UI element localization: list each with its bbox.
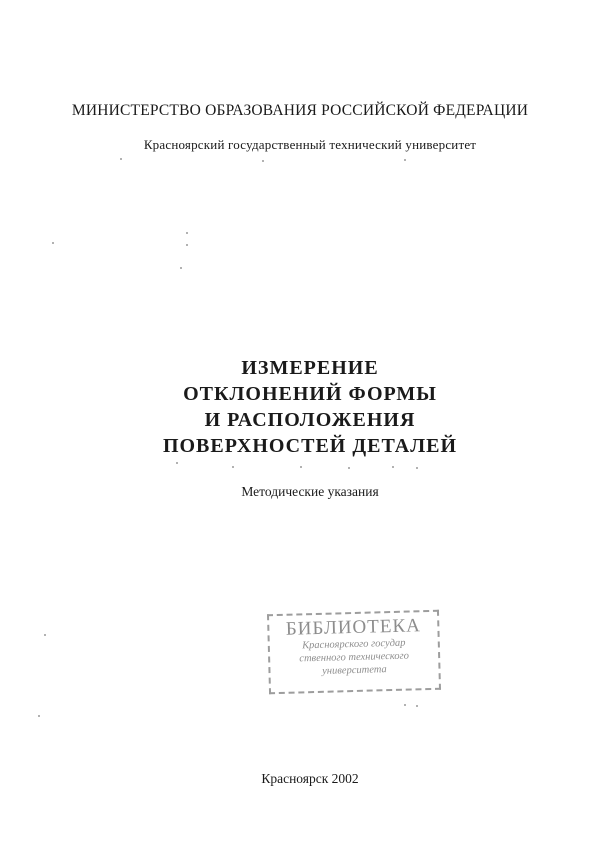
title-line-4: ПОВЕРХНОСТЕЙ ДЕТАЛЕЙ [162, 435, 458, 457]
library-stamp [267, 610, 441, 694]
city-year: Красноярск 2002 [261, 771, 359, 786]
title-line-3: И РАСПОЛОЖЕНИЯ [204, 409, 416, 431]
document-title [0, 355, 600, 459]
document-subtitle: Методические указания [241, 484, 379, 499]
stamp-line-2: Красноярского государ [301, 637, 406, 652]
stamp-line-3: ственного технического [299, 650, 410, 665]
ministry-heading: МИНИСТЕРСТВО ОБРАЗОВАНИЯ РОССИЙСКОЙ ФЕДЕРАЦИИ [71, 102, 529, 119]
stamp-line-4: университета [322, 664, 387, 677]
title-line-1: ИЗМЕРЕНИЕ [241, 357, 379, 379]
stamp-line-1: БИБЛИОТЕКА [285, 615, 422, 640]
title-line-2: ОТКЛОНЕНИЙ ФОРМЫ [183, 383, 437, 405]
university-name: Красноярский государственный технический университет [143, 137, 477, 152]
